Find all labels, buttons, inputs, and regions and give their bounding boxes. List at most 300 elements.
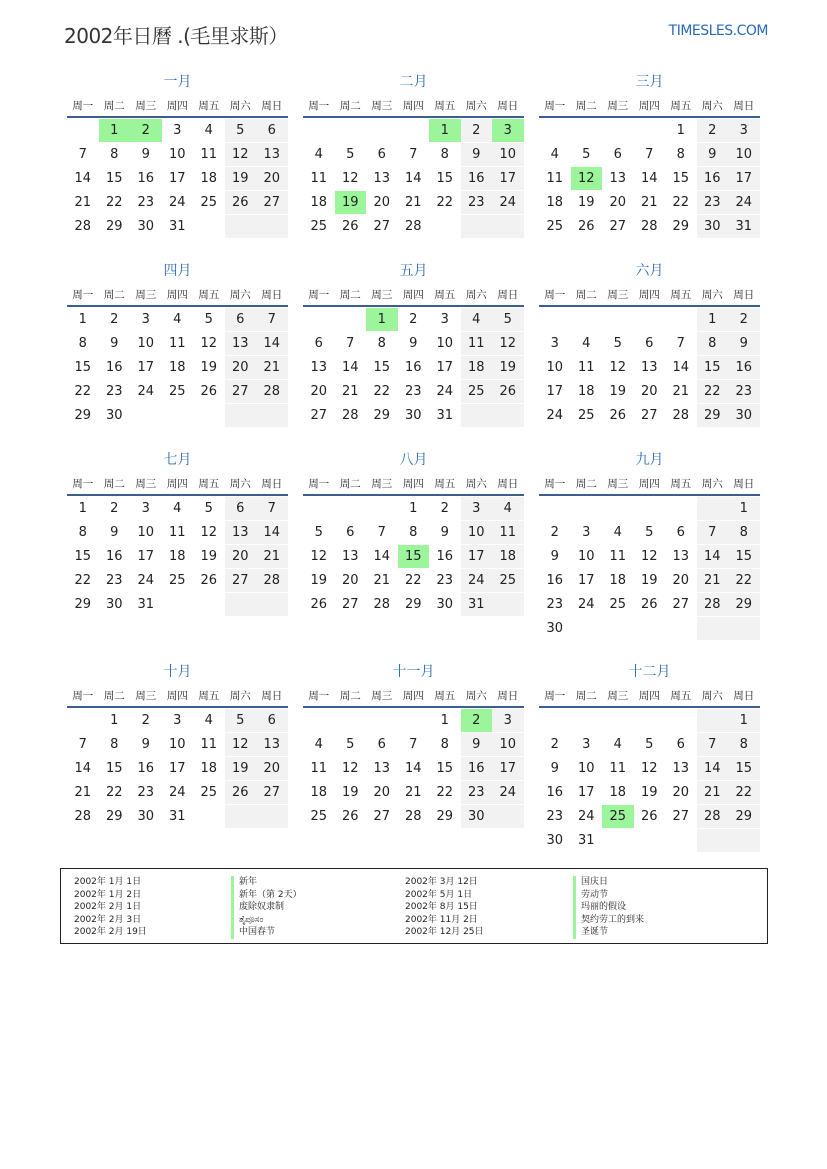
- empty-cell: [697, 497, 729, 520]
- weekday-header: [539, 472, 760, 496]
- month-name: 三月: [635, 74, 664, 90]
- week-row: [67, 497, 288, 521]
- empty-cell: [303, 497, 335, 520]
- day-cell: 21: [697, 569, 729, 592]
- week-row: [539, 733, 760, 757]
- weekday-label: 周五: [670, 288, 692, 301]
- day-cell: 21: [672, 384, 690, 399]
- weekday-header: [303, 94, 524, 118]
- weekday-label: 周一: [544, 689, 566, 702]
- day-cell: 13: [373, 761, 391, 776]
- day-cell: 14: [341, 360, 359, 375]
- legend-holiday-name: 废除奴隶制: [231, 901, 302, 914]
- day-cell: 7: [256, 308, 288, 331]
- day-cell: 12: [609, 360, 627, 375]
- day-cell: 11: [168, 525, 186, 540]
- day-cell: 11: [310, 761, 328, 776]
- day-cell: 25: [168, 573, 186, 588]
- day-cell: 5: [204, 501, 213, 516]
- weekday-header: [539, 283, 760, 307]
- day-cell: 16: [404, 360, 422, 375]
- empty-cell: [162, 404, 194, 427]
- day-cell: 8: [78, 525, 87, 540]
- day-cell: 21: [74, 195, 92, 210]
- week-row: [539, 404, 760, 428]
- day-cell: 28: [74, 219, 92, 234]
- empty-cell: [225, 593, 257, 616]
- empty-cell: [665, 709, 697, 732]
- empty-cell: [539, 497, 571, 520]
- week-row: [303, 191, 524, 215]
- day-cell: 8: [697, 332, 729, 355]
- day-cell: 19: [200, 549, 218, 564]
- day-cell: 24: [492, 191, 524, 214]
- day-cell: 28: [256, 569, 288, 592]
- empty-cell: [398, 709, 430, 732]
- day-cell: 4: [173, 312, 182, 327]
- day-cell: 23: [105, 384, 123, 399]
- day-cell: 10: [546, 360, 564, 375]
- day-cell: 21: [256, 545, 288, 568]
- day-cell: 3: [582, 737, 591, 752]
- week-row: [539, 356, 760, 380]
- week-row: [67, 308, 288, 332]
- day-cell: 14: [74, 761, 92, 776]
- weekday-header: [303, 684, 524, 708]
- day-cell: 1: [409, 501, 418, 516]
- weekday-label: 周六: [465, 99, 487, 112]
- weekday-label: 周日: [497, 99, 519, 112]
- day-cell: 18: [609, 573, 627, 588]
- day-cell: 2: [440, 501, 449, 516]
- day-cell: 14: [697, 545, 729, 568]
- day-cell: 19: [310, 573, 328, 588]
- day-cell: 5: [613, 336, 622, 351]
- day-cell: 24: [577, 809, 595, 824]
- day-cell: 22: [436, 195, 454, 210]
- day-cell: 3: [173, 713, 182, 728]
- week-row: [67, 404, 288, 428]
- weekday-label: 周六: [701, 689, 723, 702]
- legend-holiday-name: 国庆日: [573, 876, 644, 889]
- day-cell: 3: [492, 119, 524, 142]
- day-cell: 4: [492, 497, 524, 520]
- day-cell: 22: [74, 384, 92, 399]
- day-cell: 2: [728, 308, 760, 331]
- day-cell: 2: [110, 312, 119, 327]
- day-cell: 10: [168, 737, 186, 752]
- day-cell: 1: [429, 119, 461, 142]
- day-cell: 19: [341, 785, 359, 800]
- day-cell: 1: [99, 119, 131, 142]
- empty-cell: [539, 709, 571, 732]
- day-cell: 24: [461, 569, 493, 592]
- day-cell: 19: [200, 360, 218, 375]
- day-cell: 29: [436, 809, 454, 824]
- day-cell: 3: [728, 119, 760, 142]
- weekday-label: 周一: [72, 288, 94, 301]
- day-cell: 1: [728, 497, 760, 520]
- day-cell: 25: [310, 809, 328, 824]
- day-cell: 20: [225, 545, 257, 568]
- day-cell: 20: [672, 573, 690, 588]
- day-cell: 27: [225, 380, 257, 403]
- empty-cell: [492, 805, 524, 828]
- week-row: [303, 733, 524, 757]
- empty-cell: [193, 404, 225, 427]
- day-cell: 31: [137, 597, 155, 612]
- day-cell: 1: [366, 308, 398, 331]
- day-cell: 14: [373, 549, 391, 564]
- day-cell: 7: [78, 147, 87, 162]
- day-cell: 17: [492, 757, 524, 780]
- day-cell: 9: [409, 336, 418, 351]
- weekday-label: 周日: [733, 288, 755, 301]
- weekday-label: 周四: [638, 477, 660, 490]
- day-cell: 17: [728, 167, 760, 190]
- day-cell: 15: [105, 171, 123, 186]
- empty-cell: [634, 617, 666, 640]
- week-row: [303, 521, 524, 545]
- day-cell: 9: [728, 332, 760, 355]
- day-cell: 9: [141, 737, 150, 752]
- empty-cell: [697, 617, 729, 640]
- day-cell: 16: [728, 356, 760, 379]
- day-cell: 19: [640, 785, 658, 800]
- day-cell: 1: [697, 308, 729, 331]
- month-10: [67, 662, 288, 829]
- day-cell: 25: [546, 219, 564, 234]
- day-cell: 7: [377, 525, 386, 540]
- day-cell: 17: [546, 384, 564, 399]
- day-cell: 17: [461, 545, 493, 568]
- day-cell: 11: [577, 360, 595, 375]
- week-row: [539, 380, 760, 404]
- day-cell: 1: [676, 123, 685, 138]
- day-cell: 3: [440, 312, 449, 327]
- day-cell: 6: [676, 737, 685, 752]
- day-cell: 21: [640, 195, 658, 210]
- weekday-label: 周三: [371, 477, 393, 490]
- day-cell: 18: [168, 360, 186, 375]
- week-row: [303, 569, 524, 593]
- week-row: [303, 356, 524, 380]
- site-brand[interactable]: TIMESLES.COM: [668, 23, 768, 39]
- day-cell: 4: [314, 737, 323, 752]
- weekday-label: 周五: [434, 689, 456, 702]
- day-cell: 22: [728, 781, 760, 804]
- day-cell: 14: [672, 360, 690, 375]
- day-cell: 12: [492, 332, 524, 355]
- day-cell: 10: [137, 525, 155, 540]
- day-cell: 17: [137, 549, 155, 564]
- day-cell: 13: [256, 733, 288, 756]
- weekday-label: 周二: [103, 477, 125, 490]
- day-cell: 28: [640, 219, 658, 234]
- empty-cell: [602, 308, 634, 331]
- month-11: [303, 662, 524, 829]
- week-row: [303, 757, 524, 781]
- day-cell: 26: [609, 408, 627, 423]
- weekday-label: 周二: [103, 99, 125, 112]
- day-cell: 9: [550, 549, 559, 564]
- day-cell: 29: [728, 805, 760, 828]
- week-row: [539, 332, 760, 356]
- day-cell: 4: [582, 336, 591, 351]
- empty-cell: [492, 215, 524, 238]
- day-cell: 22: [74, 573, 92, 588]
- empty-cell: [461, 404, 493, 427]
- day-cell: 26: [225, 191, 257, 214]
- empty-cell: [256, 593, 288, 616]
- day-cell: 31: [577, 833, 595, 848]
- day-cell: 4: [461, 308, 493, 331]
- legend-holiday-name: 玛丽的假设: [573, 901, 644, 914]
- day-cell: 15: [728, 545, 760, 568]
- day-cell: 17: [137, 360, 155, 375]
- legend-date: 2002年 12月 25日: [405, 927, 484, 937]
- day-cell: 25: [310, 219, 328, 234]
- day-cell: 21: [341, 384, 359, 399]
- legend-holiday-name: 契约劳工的到来: [573, 914, 644, 927]
- day-cell: 17: [436, 360, 454, 375]
- weekday-label: 周六: [701, 99, 723, 112]
- day-cell: 22: [697, 380, 729, 403]
- day-cell: 2: [461, 709, 493, 732]
- empty-cell: [634, 497, 666, 520]
- day-cell: 23: [105, 573, 123, 588]
- day-cell: 9: [550, 761, 559, 776]
- empty-cell: [602, 617, 634, 640]
- month-6: [539, 261, 760, 428]
- day-cell: 10: [577, 549, 595, 564]
- day-cell: 26: [225, 781, 257, 804]
- day-cell: 7: [256, 497, 288, 520]
- day-cell: 5: [645, 737, 654, 752]
- day-cell: 24: [728, 191, 760, 214]
- day-cell: 20: [341, 573, 359, 588]
- day-cell: 21: [256, 356, 288, 379]
- day-cell: 6: [256, 709, 288, 732]
- day-cell: 19: [609, 384, 627, 399]
- weekday-label: 周四: [166, 99, 188, 112]
- day-cell: 8: [377, 336, 386, 351]
- day-cell: 12: [225, 733, 257, 756]
- weekday-label: 周四: [402, 477, 424, 490]
- day-cell: 6: [377, 737, 386, 752]
- empty-cell: [634, 119, 666, 142]
- day-cell: 26: [640, 597, 658, 612]
- weekday-label: 周三: [607, 689, 629, 702]
- weekday-label: 周五: [198, 99, 220, 112]
- week-row: [67, 545, 288, 569]
- day-cell: 12: [200, 336, 218, 351]
- day-cell: 25: [168, 384, 186, 399]
- weekday-label: 周六: [465, 477, 487, 490]
- weekday-label: 周一: [72, 689, 94, 702]
- day-cell: 15: [105, 761, 123, 776]
- day-cell: 10: [728, 143, 760, 166]
- week-row: [67, 733, 288, 757]
- day-cell: 15: [436, 761, 454, 776]
- empty-cell: [571, 709, 603, 732]
- legend-holiday-name: 中国春节: [231, 926, 302, 939]
- day-cell: 5: [204, 312, 213, 327]
- day-cell: 6: [645, 336, 654, 351]
- empty-cell: [366, 709, 398, 732]
- day-cell: 28: [697, 805, 729, 828]
- weekday-label: 周一: [308, 689, 330, 702]
- day-cell: 8: [440, 737, 449, 752]
- day-cell: 9: [110, 336, 119, 351]
- day-cell: 22: [105, 195, 123, 210]
- empty-cell: [225, 404, 257, 427]
- weekday-label: 周二: [103, 689, 125, 702]
- week-row: [539, 805, 760, 829]
- day-cell: 29: [74, 597, 92, 612]
- week-row: [303, 143, 524, 167]
- empty-cell: [728, 829, 760, 852]
- day-cell: 2: [409, 312, 418, 327]
- day-cell: 23: [137, 785, 155, 800]
- day-cell: 26: [200, 384, 218, 399]
- weekday-label: 周六: [465, 689, 487, 702]
- day-cell: 3: [173, 123, 182, 138]
- day-cell: 6: [346, 525, 355, 540]
- week-row: [67, 593, 288, 617]
- day-cell: 19: [335, 191, 367, 214]
- day-cell: 2: [550, 737, 559, 752]
- day-cell: 16: [105, 549, 123, 564]
- day-cell: 28: [373, 597, 391, 612]
- day-cell: 2: [110, 501, 119, 516]
- weekday-label: 周六: [701, 288, 723, 301]
- day-cell: 27: [373, 809, 391, 824]
- week-row: [539, 521, 760, 545]
- weekday-label: 周四: [166, 477, 188, 490]
- weekday-label: 周日: [497, 477, 519, 490]
- week-row: [539, 829, 760, 853]
- empty-cell: [256, 215, 288, 238]
- day-cell: 18: [200, 761, 218, 776]
- legend-holiday-name: 圣诞节: [573, 926, 644, 939]
- week-row: [303, 545, 524, 569]
- day-cell: 20: [225, 356, 257, 379]
- week-row: [303, 119, 524, 143]
- weekday-label: 周三: [371, 689, 393, 702]
- week-row: [67, 356, 288, 380]
- day-cell: 19: [225, 757, 257, 780]
- day-cell: 14: [404, 171, 422, 186]
- day-cell: 17: [492, 167, 524, 190]
- month-name: 十二月: [628, 664, 671, 680]
- day-cell: 27: [310, 408, 328, 423]
- month-7: [67, 450, 288, 617]
- day-cell: 10: [492, 143, 524, 166]
- day-cell: 27: [609, 219, 627, 234]
- weekday-label: 周六: [229, 477, 251, 490]
- day-cell: 29: [373, 408, 391, 423]
- empty-cell: [303, 119, 335, 142]
- day-cell: 4: [550, 147, 559, 162]
- week-row: [303, 308, 524, 332]
- empty-cell: [461, 215, 493, 238]
- day-cell: 23: [404, 384, 422, 399]
- weekday-label: 周三: [607, 477, 629, 490]
- empty-cell: [665, 308, 697, 331]
- empty-cell: [335, 497, 367, 520]
- weekday-label: 周二: [575, 477, 597, 490]
- weekday-label: 周三: [135, 477, 157, 490]
- day-cell: 16: [461, 167, 493, 190]
- weekday-header: [67, 684, 288, 708]
- empty-cell: [130, 404, 162, 427]
- empty-cell: [571, 308, 603, 331]
- week-row: [67, 332, 288, 356]
- day-cell: 24: [577, 597, 595, 612]
- day-cell: 4: [314, 147, 323, 162]
- holiday-legend: [60, 868, 768, 944]
- day-cell: 28: [74, 809, 92, 824]
- empty-cell: [665, 617, 697, 640]
- day-cell: 7: [645, 147, 654, 162]
- day-cell: 5: [582, 147, 591, 162]
- empty-cell: [429, 215, 461, 238]
- day-cell: 19: [492, 356, 524, 379]
- day-cell: 1: [728, 709, 760, 732]
- month-1: [67, 72, 288, 239]
- weekday-label: 周三: [135, 689, 157, 702]
- day-cell: 26: [577, 219, 595, 234]
- legend-date: 2002年 2月 3日: [74, 914, 142, 925]
- day-cell: 16: [697, 167, 729, 190]
- day-cell: 30: [436, 597, 454, 612]
- empty-cell: [398, 119, 430, 142]
- day-cell: 6: [225, 308, 257, 331]
- day-cell: 12: [571, 167, 603, 190]
- weekday-header: [539, 94, 760, 118]
- weekday-label: 周四: [402, 689, 424, 702]
- weekday-label: 周二: [339, 689, 361, 702]
- day-cell: 13: [225, 521, 257, 544]
- day-cell: 1: [78, 312, 87, 327]
- day-cell: 25: [492, 569, 524, 592]
- day-cell: 13: [225, 332, 257, 355]
- day-cell: 28: [404, 809, 422, 824]
- day-cell: 10: [436, 336, 454, 351]
- day-cell: 26: [492, 380, 524, 403]
- week-row: [67, 521, 288, 545]
- weekday-label: 周日: [497, 288, 519, 301]
- day-cell: 25: [200, 195, 218, 210]
- legend-date: 2002年 3月 12日: [405, 877, 478, 887]
- day-cell: 19: [640, 573, 658, 588]
- day-cell: 20: [373, 195, 391, 210]
- legend-date: 2002年 2月 19日: [74, 927, 147, 937]
- day-cell: 28: [697, 593, 729, 616]
- day-cell: 26: [310, 597, 328, 612]
- day-cell: 9: [461, 143, 493, 166]
- day-cell: 23: [697, 191, 729, 214]
- day-cell: 30: [728, 404, 760, 427]
- day-cell: 26: [341, 219, 359, 234]
- weekday-label: 周六: [229, 99, 251, 112]
- weekday-label: 周日: [261, 477, 283, 490]
- week-row: [67, 569, 288, 593]
- day-cell: 20: [256, 757, 288, 780]
- day-cell: 20: [256, 167, 288, 190]
- day-cell: 12: [341, 761, 359, 776]
